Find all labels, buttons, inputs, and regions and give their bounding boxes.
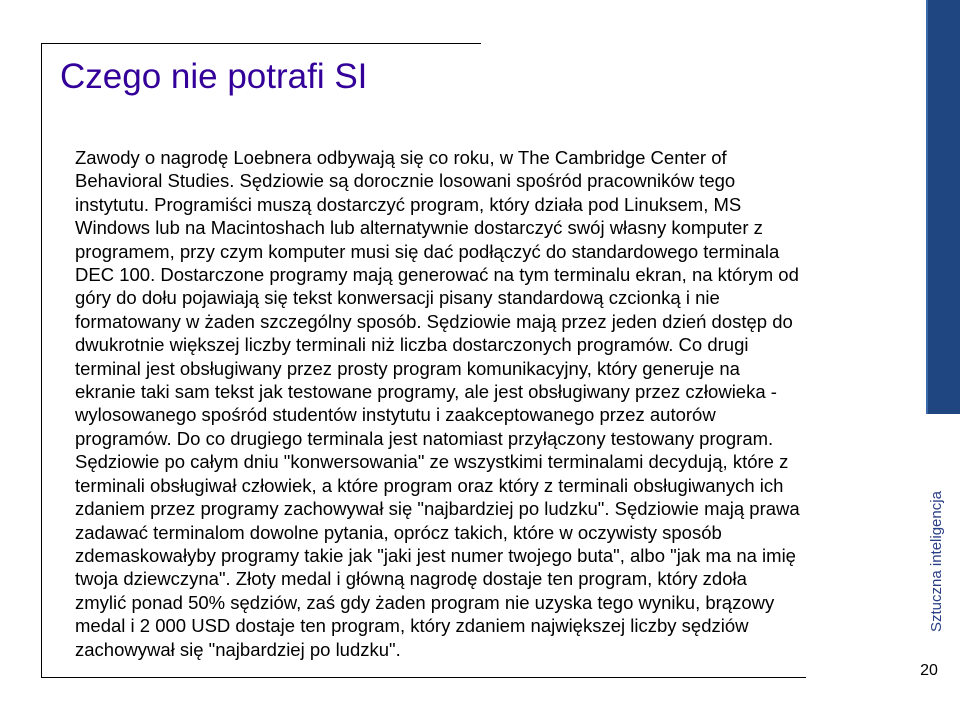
body-line: formatowany w żaden szczególny sposób. Sędziowie mają przez jeden dzień dostęp do (75, 310, 793, 332)
slide-title: Czego nie potrafi SI (60, 57, 368, 96)
body-line: DEC 100. Dostarczone programy mają generować na tym terminalu ekran, na którym od (75, 264, 799, 286)
body-line: wylosowanego spośród studentów instytutu i zaakceptowanego przez autorów (75, 404, 716, 426)
body-line: programem, przy czym komputer musi się dać podłączyć do standardowego terminala (75, 240, 780, 262)
body-line: programów. Do co drugiego terminala jest natomiast przyłączony testowany program. (75, 427, 774, 449)
body-line: zdemaskowałyby programy takie jak "jaki jest numer twojego buta", albo "jak ma na imię (75, 544, 796, 566)
body-line: Sędziowie po całym dniu "konwersowania" ze wszystkimi terminalami decydują, które z (75, 451, 789, 473)
body-line: terminal jest obsługiwany przez prosty program komunikacyjny, który generuje na (75, 357, 740, 379)
body-line: instytutu. Programiści muszą dostarczyć program, który działa pod Linuksem, MS (75, 193, 742, 215)
body-line: góry do dołu pojawiają się tekst konwersacji pisany standardową czcionką i nie (75, 287, 720, 309)
body-line: Windows lub na Macintoshach lub alternatywnie dostarczyć swój własny komputer z (75, 217, 763, 239)
page-number: 20 (920, 662, 938, 679)
body-line: dwukrotnie większej liczby terminali niż liczba dostarczonych programów. Co drugi (75, 334, 749, 356)
body-line: zachowywał się "najbardziej po ludzku". (75, 638, 401, 660)
body-line: twoja dziewczyna". Złoty medal i główną nagrodę dostaje ten program, który zdoła (75, 568, 747, 590)
frame-bottom-rule (41, 677, 806, 678)
body-line: medal i 2 000 USD dostaje ten program, który zdaniem największej liczby sędziów (75, 615, 749, 637)
body-line: zdaniem przez programy zachowywał się "najbardziej po ludzku". Sędziowie mają prawa (75, 498, 800, 520)
slide-body-text (75, 146, 915, 661)
sidebar-accent-bar (926, 0, 960, 414)
frame-top-rule (41, 43, 481, 44)
body-line: ekranie taki sam tekst jak testowane programy, ale jest obsługiwany przez człowieka - (75, 381, 777, 403)
body-line: Behavioral Studies. Sędziowie są dorocznie losowani spośród pracowników tego (75, 170, 736, 192)
body-line: zmylić ponad 50% sędziów, zaś gdy żaden program nie uzyska tego wyniku, brązowy (75, 591, 775, 613)
body-line: Zawody o nagrodę Loebnera odbywają się co roku, w The Cambridge Center of (75, 147, 727, 168)
sidebar-course-label: Sztuczna inteligencja (928, 491, 945, 632)
body-line: terminali obsługiwał człowiek, a które program oraz który z terminali obsługiwanych ich (75, 474, 784, 496)
frame-left-rule (41, 43, 42, 678)
body-line: zadawać terminalom dowolne pytania, oprócz takich, które w oczywisty sposób (75, 521, 722, 543)
